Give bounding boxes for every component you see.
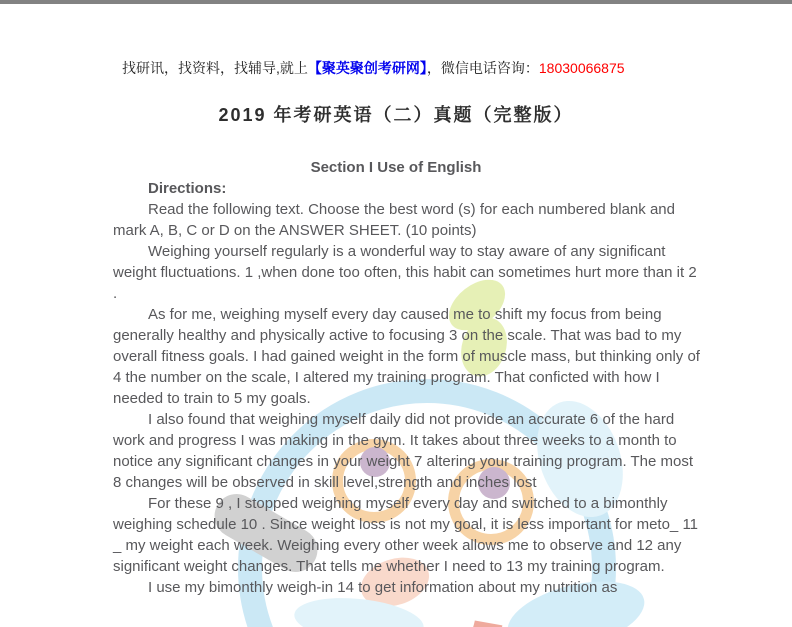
brand-link[interactable]: 【聚英聚创考研网】 <box>307 60 427 76</box>
body-paragraph: I also found that weighing myself daily did not provide an accurate 6 of the hard work and progress I was making in the gym. It takes about three weeks to a month to notice any significant changes in your weight 7 altering your training program. The most 8 changes will be observed in skill level,strength and inches lost <box>113 411 694 491</box>
section-heading: Section I Use of English <box>310 159 482 176</box>
phone-number: 18030066875 <box>538 60 625 76</box>
promo-text-middle: ，微信电话咨询： <box>426 60 539 76</box>
body-paragraph: Weighing yourself regularly is a wonderful way to stay aware of any significant weight fluctuations. 1 ,when done too often, this habit can sometimes hurt more than it 2 . <box>113 243 697 302</box>
directions-text: Read the following text. Choose the best word (s) for each numbered blank and mark A, B, C or D on the ANSWER SHEET. (10 points) <box>113 201 675 239</box>
body-paragraph: For these 9 , I stopped weighing myself every day and switched to a bimonthly weighing schedule 10 . Since weight loss is not my goal, it is less important for meto_ 11 _ my weight each week. Weighing every other week allows me to observe and 12 any significant weight changes. That tells me whether I need to 13 my training program. <box>113 495 699 575</box>
body-paragraph: As for me, weighing myself every day caused me to shift my focus from being generally healthy and physically active to focusing 3 on the scale. That was bad to my overall fitness goals. I had gained weight in the form of muscle mass, but thinking only of 4 the number on the scale, I altered my training program. That conficted with how I needed to train to 5 my goals. <box>113 306 700 407</box>
document-page <box>0 4 792 627</box>
directions-label: Directions: <box>148 180 227 197</box>
promo-text-prefix: 找研讯，找资料，找辅导,就上 <box>122 60 308 76</box>
body-paragraph-cutoff: I use my bimonthly weigh-in 14 to get information about my nutrition as <box>148 579 618 596</box>
promo-header <box>122 59 792 77</box>
page-title: 2019 年考研英语（二）真题（完整版） <box>218 105 574 125</box>
